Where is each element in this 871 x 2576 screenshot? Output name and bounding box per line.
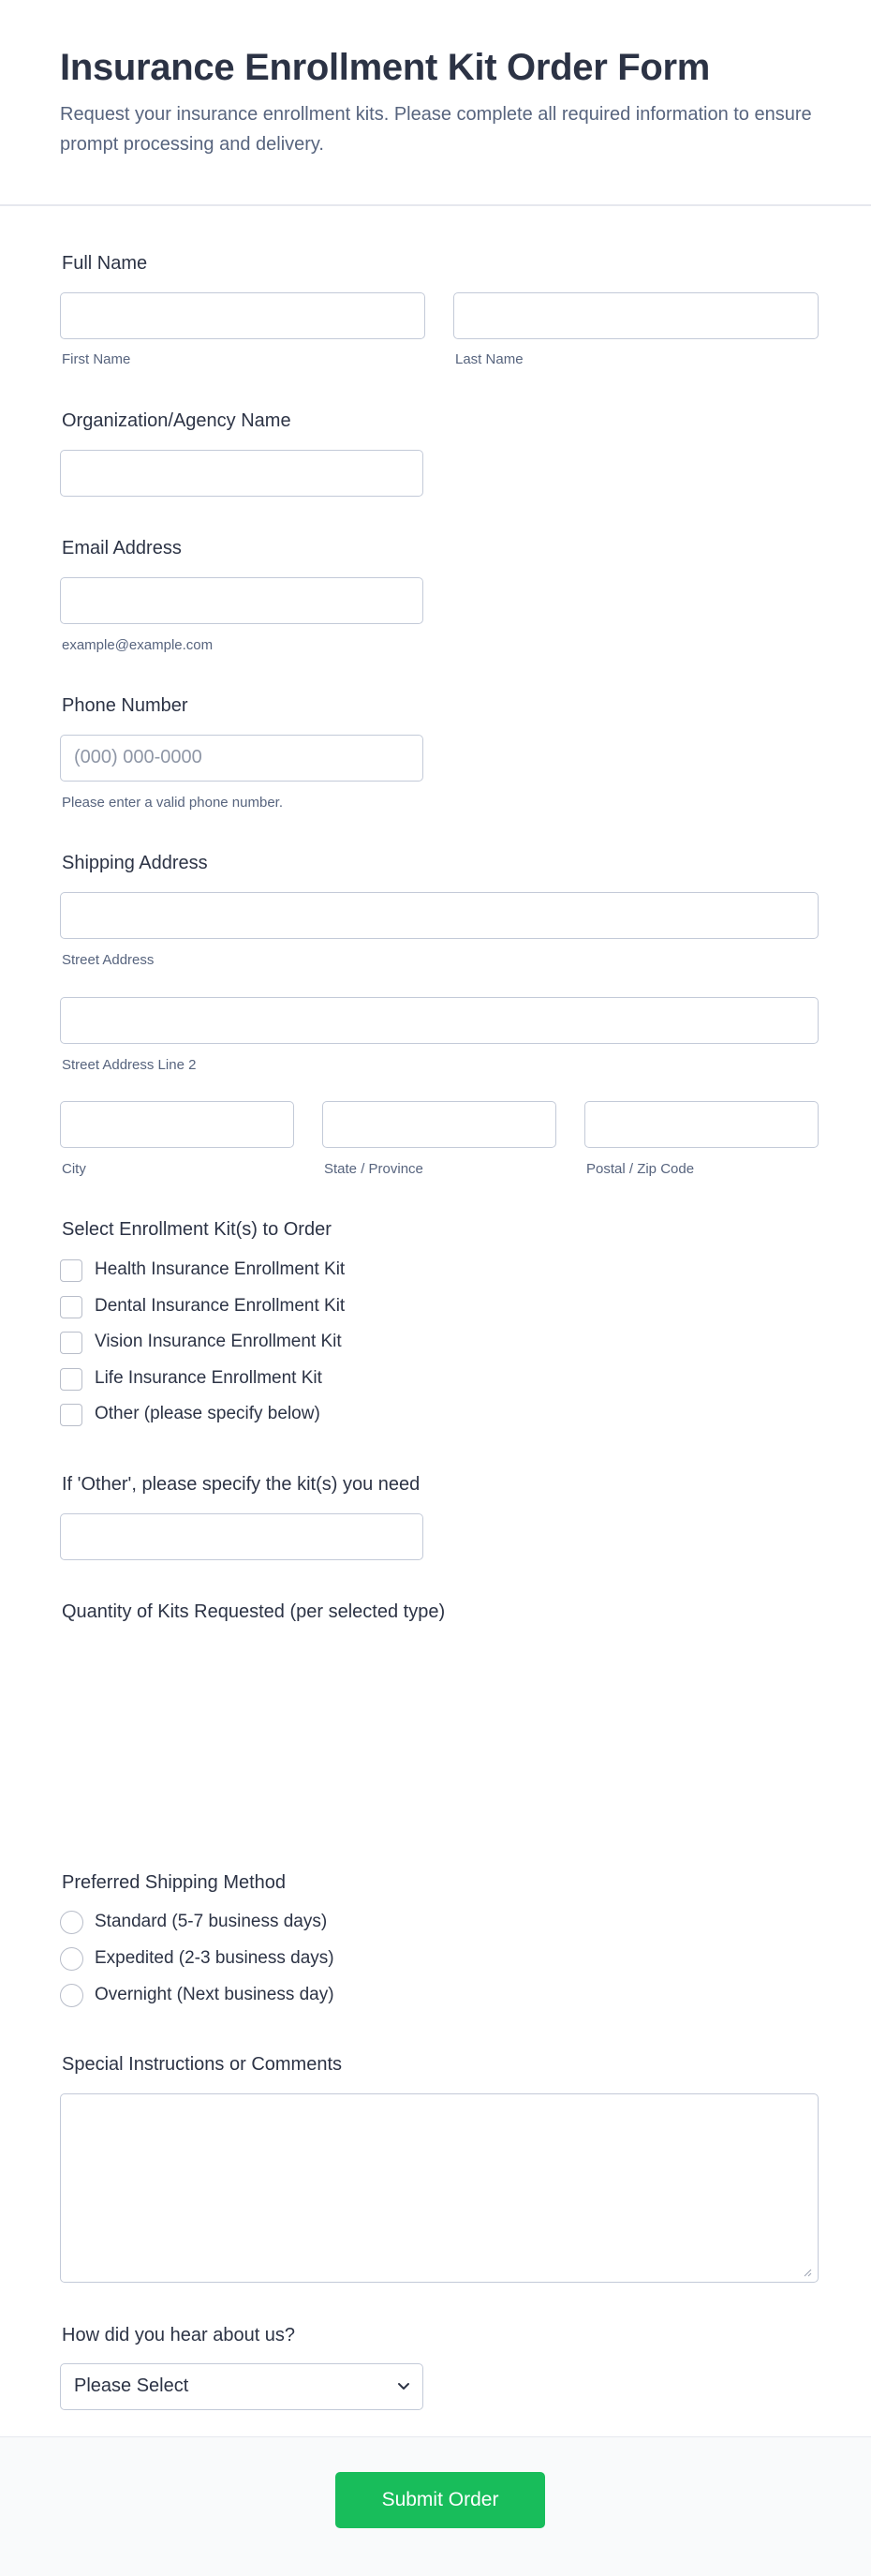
last-name-sublabel: Last Name	[455, 351, 524, 367]
street-address-line2-input[interactable]	[60, 997, 819, 1044]
referral-label: How did you hear about us?	[62, 2325, 296, 2345]
kit-dental-checkbox[interactable]	[60, 1296, 82, 1318]
form-subtitle: Request your insurance enrollment kits. Please complete all required information to ensure prompt processing and delivery.	[60, 104, 812, 155]
street-address-line2-sublabel: Street Address Line 2	[62, 1057, 197, 1073]
city-sublabel: City	[62, 1161, 86, 1177]
chevron-down-icon	[396, 2378, 411, 2393]
shipping-expedited-label[interactable]: Expedited (2-3 business days)	[95, 1948, 334, 1968]
shipping-standard-radio[interactable]	[60, 1911, 83, 1934]
full-name-label: Full Name	[62, 253, 148, 274]
kit-health-checkbox[interactable]	[60, 1259, 82, 1282]
shipping-overnight-radio[interactable]	[60, 1984, 83, 2007]
form-footer	[0, 2436, 871, 2576]
comments-label: Special Instructions or Comments	[62, 2054, 343, 2075]
kit-vision-label[interactable]: Vision Insurance Enrollment Kit	[95, 1332, 342, 1351]
shipping-method-label: Preferred Shipping Method	[62, 1872, 287, 1893]
kit-other-checkbox[interactable]	[60, 1404, 82, 1426]
email-sublabel: example@example.com	[62, 637, 214, 653]
kit-life-label[interactable]: Life Insurance Enrollment Kit	[95, 1368, 322, 1388]
form-title: Insurance Enrollment Kit Order Form	[60, 47, 711, 88]
organization-input[interactable]	[60, 450, 423, 497]
kit-life-checkbox[interactable]	[60, 1368, 82, 1391]
quantity-label: Quantity of Kits Requested (per selected type)	[62, 1601, 446, 1622]
phone-label: Phone Number	[62, 695, 188, 716]
last-name-input[interactable]	[453, 292, 819, 339]
phone-sublabel: Please enter a valid phone number.	[62, 795, 283, 811]
first-name-sublabel: First Name	[62, 351, 131, 367]
referral-selected-value: Please Select	[74, 2375, 189, 2396]
zip-input[interactable]	[584, 1101, 819, 1148]
email-label: Email Address	[62, 538, 182, 558]
state-input[interactable]	[322, 1101, 556, 1148]
resize-handle-icon[interactable]	[803, 2268, 812, 2277]
shipping-address-label: Shipping Address	[62, 853, 208, 873]
zip-sublabel: Postal / Zip Code	[586, 1161, 695, 1177]
street-address-input[interactable]	[60, 892, 819, 939]
phone-input[interactable]: (000) 000-0000	[60, 735, 423, 782]
shipping-expedited-radio[interactable]	[60, 1947, 83, 1971]
state-sublabel: State / Province	[324, 1161, 423, 1177]
kit-vision-checkbox[interactable]	[60, 1332, 82, 1354]
other-kits-label: If 'Other', please specify the kit(s) you need	[62, 1474, 421, 1495]
referral-select[interactable]	[60, 2363, 423, 2410]
email-input[interactable]	[60, 577, 423, 624]
form-header	[0, 0, 871, 206]
submit-order-button[interactable]: Submit Order	[335, 2472, 545, 2528]
organization-label: Organization/Agency Name	[62, 410, 291, 431]
comments-textarea[interactable]	[60, 2093, 819, 2283]
shipping-standard-label[interactable]: Standard (5-7 business days)	[95, 1912, 328, 1931]
other-kits-input[interactable]	[60, 1513, 423, 1560]
shipping-overnight-label[interactable]: Overnight (Next business day)	[95, 1985, 334, 2004]
kits-label: Select Enrollment Kit(s) to Order	[62, 1219, 332, 1240]
street-address-sublabel: Street Address	[62, 952, 155, 968]
kit-other-label[interactable]: Other (please specify below)	[95, 1404, 320, 1423]
kit-health-label[interactable]: Health Insurance Enrollment Kit	[95, 1259, 346, 1279]
kit-dental-label[interactable]: Dental Insurance Enrollment Kit	[95, 1296, 346, 1316]
city-input[interactable]	[60, 1101, 294, 1148]
first-name-input[interactable]	[60, 292, 425, 339]
